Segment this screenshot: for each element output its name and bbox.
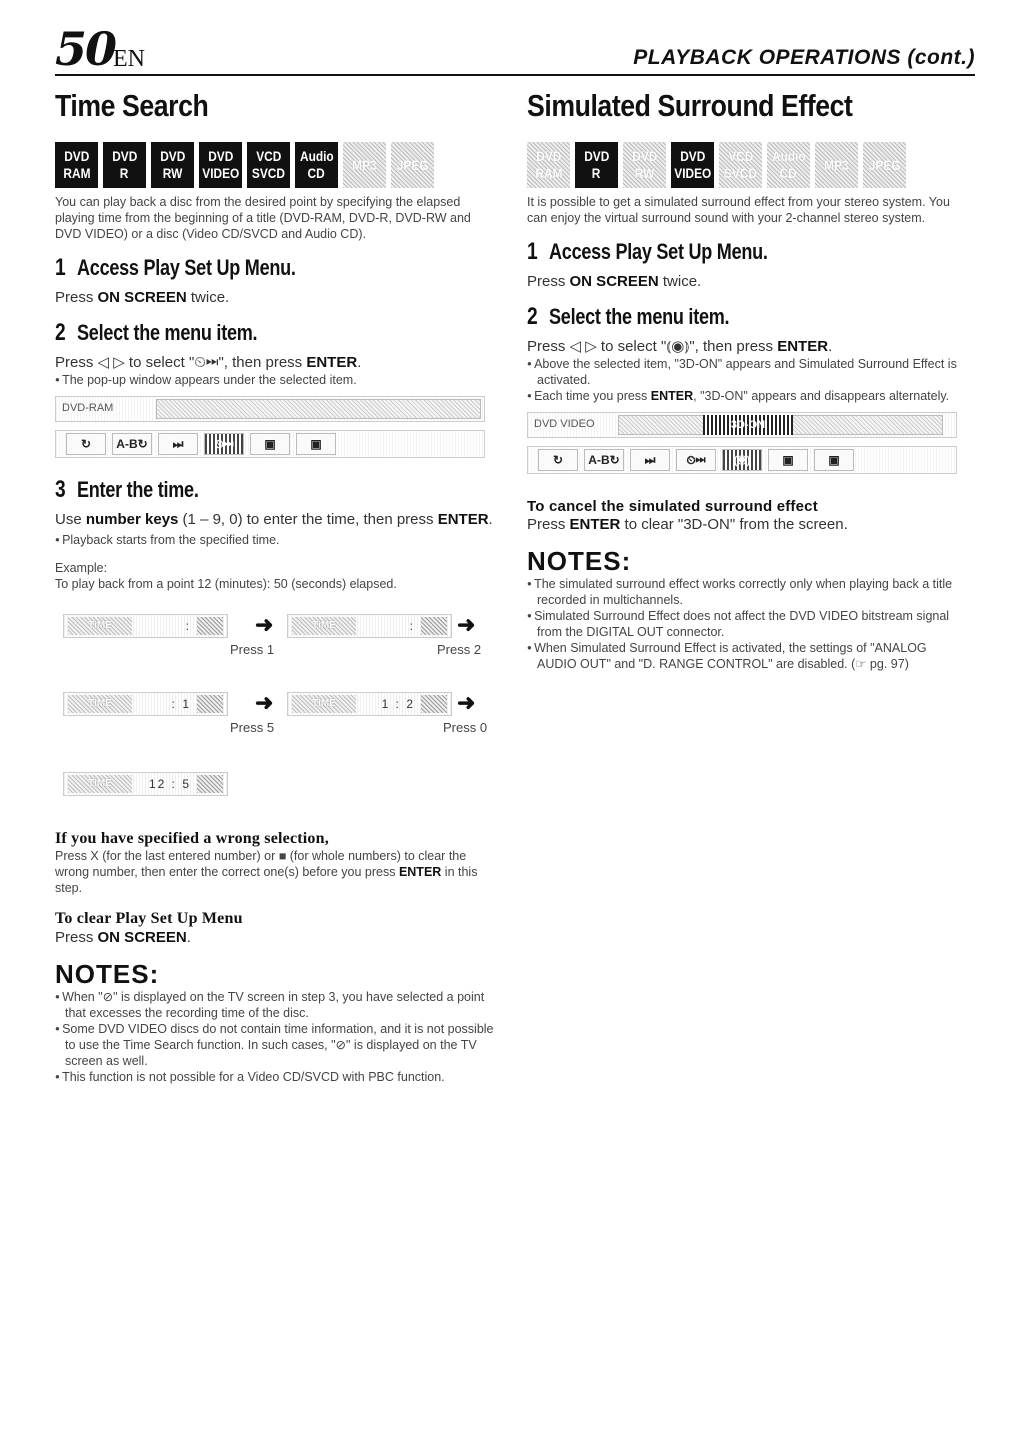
clear-menu-text: Press ON SCREEN.: [55, 929, 191, 946]
disc-badge-line: MP3: [352, 156, 377, 173]
disc-badge: [575, 142, 618, 188]
step-number: 2: [527, 303, 538, 330]
osd-menu-bar: [55, 430, 485, 458]
wrong-selection-title: If you have specified a wrong selection,: [55, 830, 329, 847]
wrong-selection-text: Press X (for the last entered number) or ■ (for whole numbers) to clear the wrong number, then enter the correct one(s) before you press ENTER in this step.: [55, 849, 478, 895]
disc-badge: [199, 142, 242, 188]
disc-badge-line: Audio: [771, 148, 806, 164]
step-3: [55, 476, 495, 504]
step-2: [527, 303, 967, 331]
disc-badge-line: VIDEO: [201, 165, 240, 181]
osd-menu-icon: ▣: [814, 449, 854, 471]
disc-badge: [719, 142, 762, 188]
disc-badge: [527, 142, 570, 188]
time-box-value: :: [185, 619, 191, 633]
page-header: [55, 22, 975, 76]
time-box-value: :: [409, 619, 415, 633]
step-3-text: Use number keys (1 – 9, 0) to enter the time, then press ENTER.: [55, 511, 493, 528]
disc-badge-line: SVCD: [723, 165, 758, 181]
arrow-right-icon: ➜: [457, 612, 476, 637]
disc-badge-line: SVCD: [251, 165, 286, 181]
disc-badge: [863, 142, 906, 188]
disc-badge-line: JPEG: [396, 156, 429, 173]
surround-effect-title: Simulated Surround Effect: [527, 88, 853, 123]
note-item: ● The simulated surround effect works correctly only when playing back a title recorded in multichannels.: [527, 576, 967, 608]
step-number: 1: [527, 238, 538, 265]
step-1-text: Press ON SCREEN twice.: [55, 289, 230, 306]
cancel-effect-text: Press ENTER to clear "3D-ON" from the screen.: [527, 516, 848, 533]
step-number: 3: [55, 476, 66, 503]
disc-badge: [151, 142, 194, 188]
press-caption: Press 2: [437, 642, 482, 657]
disc-badge: [767, 142, 810, 188]
note-item: ● When Simulated Surround Effect is activated, the settings of "ANALOG AUDIO OUT" and "D. RANGE CONTROL" are disabled. (☞ pg. 97): [527, 640, 967, 672]
step-title: Access Play Set Up Menu.: [549, 239, 768, 264]
time-box-label: TIME: [292, 617, 356, 635]
disc-badge-line: VCD: [727, 148, 754, 164]
time-box-cursor: [197, 695, 223, 713]
osd-menu-icon: ▣: [296, 433, 336, 455]
arrow-right-icon: ➜: [255, 690, 274, 715]
note-item: ● Simulated Surround Effect does not affect the DVD VIDEO bitstream signal from the DIGITAL OUT connector.: [527, 608, 967, 640]
page-number: 50: [55, 22, 116, 76]
notes-title: NOTES:: [527, 546, 632, 576]
disc-badge: [55, 142, 98, 188]
disc-badge-line: VIDEO: [673, 165, 712, 181]
disc-badge-line: RW: [634, 165, 655, 181]
disc-badge-line: DVD: [111, 148, 138, 164]
disc-badge-line: DVD: [207, 148, 234, 164]
note-item: ● Some DVD VIDEO discs do not contain time information, and it is not possible to use the Time Search function. In such cases, "⊘" is displayed on the TV screen as well.: [55, 1021, 495, 1069]
time-box-value: : 1: [171, 697, 191, 711]
disc-badge-line: VCD: [255, 148, 282, 164]
step-number: 1: [55, 254, 66, 281]
osd-disc-label: DVD-RAM: [62, 402, 114, 414]
step-title: Select the menu item.: [549, 304, 730, 329]
surround-effect-column: [527, 84, 967, 672]
disc-badge: [295, 142, 338, 188]
step-1: [527, 238, 967, 266]
step-2-bullet: ● Above the selected item, "3D-ON" appears and Simulated Surround Effect is activated.: [527, 356, 967, 388]
step-1-text: Press ON SCREEN twice.: [527, 273, 702, 290]
note-item: ● This function is not possible for a Video CD/SVCD with PBC function.: [55, 1069, 495, 1085]
disc-badge-line: DVD: [63, 148, 90, 164]
disc-badge-line: CD: [307, 165, 326, 181]
step-number: 2: [55, 319, 66, 346]
step-2-text: Press ◁ ▷ to select "⦅◉⦆", then press ENTER.: [527, 338, 833, 355]
osd-menu-icon: A-B↻: [112, 433, 152, 455]
osd-highlight: [156, 399, 481, 419]
time-box-cursor: [197, 775, 223, 793]
time-box-label: TIME: [68, 775, 132, 793]
disc-badge-line: Audio: [299, 148, 334, 164]
disc-badge-line: RAM: [62, 165, 91, 181]
disc-badge: [815, 142, 858, 188]
disc-badge-line: JPEG: [868, 156, 901, 173]
step-title: Enter the time.: [77, 477, 199, 502]
time-search-column: [55, 84, 495, 1085]
clear-menu-title: To clear Play Set Up Menu: [55, 910, 243, 927]
disc-badge: [247, 142, 290, 188]
note-item: ● When "⊘" is displayed on the TV screen in step 3, you have selected a point that excesses the recording time of the disc.: [55, 989, 495, 1021]
time-box: [63, 614, 228, 638]
page-language: EN: [113, 46, 145, 72]
osd-disc-label: DVD VIDEO: [534, 418, 595, 430]
disc-badge-line: DVD: [535, 148, 562, 164]
osd-play-setup-menu: [55, 396, 495, 464]
time-box-cursor: [421, 695, 447, 713]
disc-badge: [623, 142, 666, 188]
disc-type-badges: [55, 142, 495, 188]
disc-badge-line: RAM: [534, 165, 563, 181]
press-caption: Press 5: [230, 720, 275, 735]
step-3-bullet: ● Playback starts from the specified time.: [55, 532, 495, 548]
time-entry-row-1: [55, 614, 495, 690]
arrow-right-icon: ➜: [457, 690, 476, 715]
disc-badge-line: CD: [779, 165, 798, 181]
osd-status-bar: [527, 412, 957, 438]
osd-menu-icon: A-B↻: [584, 449, 624, 471]
time-box-label: TIME: [68, 617, 132, 635]
disc-badge: [343, 142, 386, 188]
disc-badge-line: DVD: [679, 148, 706, 164]
cancel-effect-title: To cancel the simulated surround effect: [527, 498, 818, 515]
surround-intro: It is possible to get a simulated surround effect from your stereo system. You can enjoy the virtual surround sound with your 2-channel stereo system.: [527, 195, 950, 225]
time-box-cursor: [421, 617, 447, 635]
time-box: [63, 692, 228, 716]
step-1: [55, 254, 495, 282]
osd-menu-icon: ▣: [250, 433, 290, 455]
notes-title: NOTES:: [55, 959, 160, 989]
press-caption: Press 1: [230, 642, 275, 657]
disc-badge-line: DVD: [583, 148, 610, 164]
osd-menu-icon: ⏲⏭: [204, 433, 244, 455]
example-label: Example:: [55, 561, 108, 575]
step-2-text: Press ◁ ▷ to select "⏲⏭", then press ENTER.: [55, 354, 362, 371]
step-2-bullet: ● The pop-up window appears under the selected item.: [55, 372, 495, 388]
osd-menu-icon: ⦅◉⦆: [722, 449, 762, 471]
time-search-title: Time Search: [55, 88, 209, 123]
time-box: [287, 614, 452, 638]
disc-badge-line: DVD: [631, 148, 658, 164]
time-entry-final: [55, 772, 495, 816]
osd-menu-icon: ↻: [66, 433, 106, 455]
disc-badge-line: MP3: [824, 156, 849, 173]
disc-badge: [391, 142, 434, 188]
osd-menu-icon: ▣: [768, 449, 808, 471]
time-box-value: 12 : 5: [148, 777, 191, 791]
disc-badge-line: RW: [162, 165, 183, 181]
time-box-label: TIME: [292, 695, 356, 713]
section-title: PLAYBACK OPERATIONS (cont.): [633, 46, 975, 69]
time-box: [63, 772, 228, 796]
osd-menu-icon: ⏲⏭: [676, 449, 716, 471]
osd-menu-icon: ⏭: [158, 433, 198, 455]
press-caption: Press 0: [443, 720, 488, 735]
time-box-cursor: [197, 617, 223, 635]
step-title: Select the menu item.: [77, 320, 258, 345]
step-2-bullet: ● Each time you press ENTER, "3D-ON" appears and disappears alternately.: [527, 388, 967, 404]
arrow-right-icon: ➜: [255, 612, 274, 637]
disc-badge: [103, 142, 146, 188]
disc-badge: [671, 142, 714, 188]
time-entry-row-2: [55, 692, 495, 768]
disc-type-badges: [527, 142, 967, 188]
osd-3d-on-popup: 3D-ON: [703, 415, 793, 435]
osd-menu-icon: ↻: [538, 449, 578, 471]
osd-menu-icon: ⏭: [630, 449, 670, 471]
time-box-value: 1 : 2: [381, 697, 415, 711]
time-box: [287, 692, 452, 716]
time-search-intro: You can play back a disc from the desired point by specifying the elapsed playing time from the beginning of a title (DVD-RAM, DVD-R, DVD-RW and DVD VIDEO) or a disc (Video CD/SVCD and Audio CD).: [55, 195, 471, 241]
disc-badge-line: DVD: [159, 148, 186, 164]
step-title: Access Play Set Up Menu.: [77, 255, 296, 280]
osd-menu-bar: [527, 446, 957, 474]
osd-play-setup-menu: [527, 412, 967, 480]
example-text: To play back from a point 12 (minutes): 50 (seconds) elapsed.: [55, 577, 397, 591]
time-box-label: TIME: [68, 695, 132, 713]
osd-status-bar: [55, 396, 485, 422]
step-2: [55, 319, 495, 347]
disc-badge-line: R: [120, 165, 129, 181]
disc-badge-line: R: [592, 165, 601, 181]
